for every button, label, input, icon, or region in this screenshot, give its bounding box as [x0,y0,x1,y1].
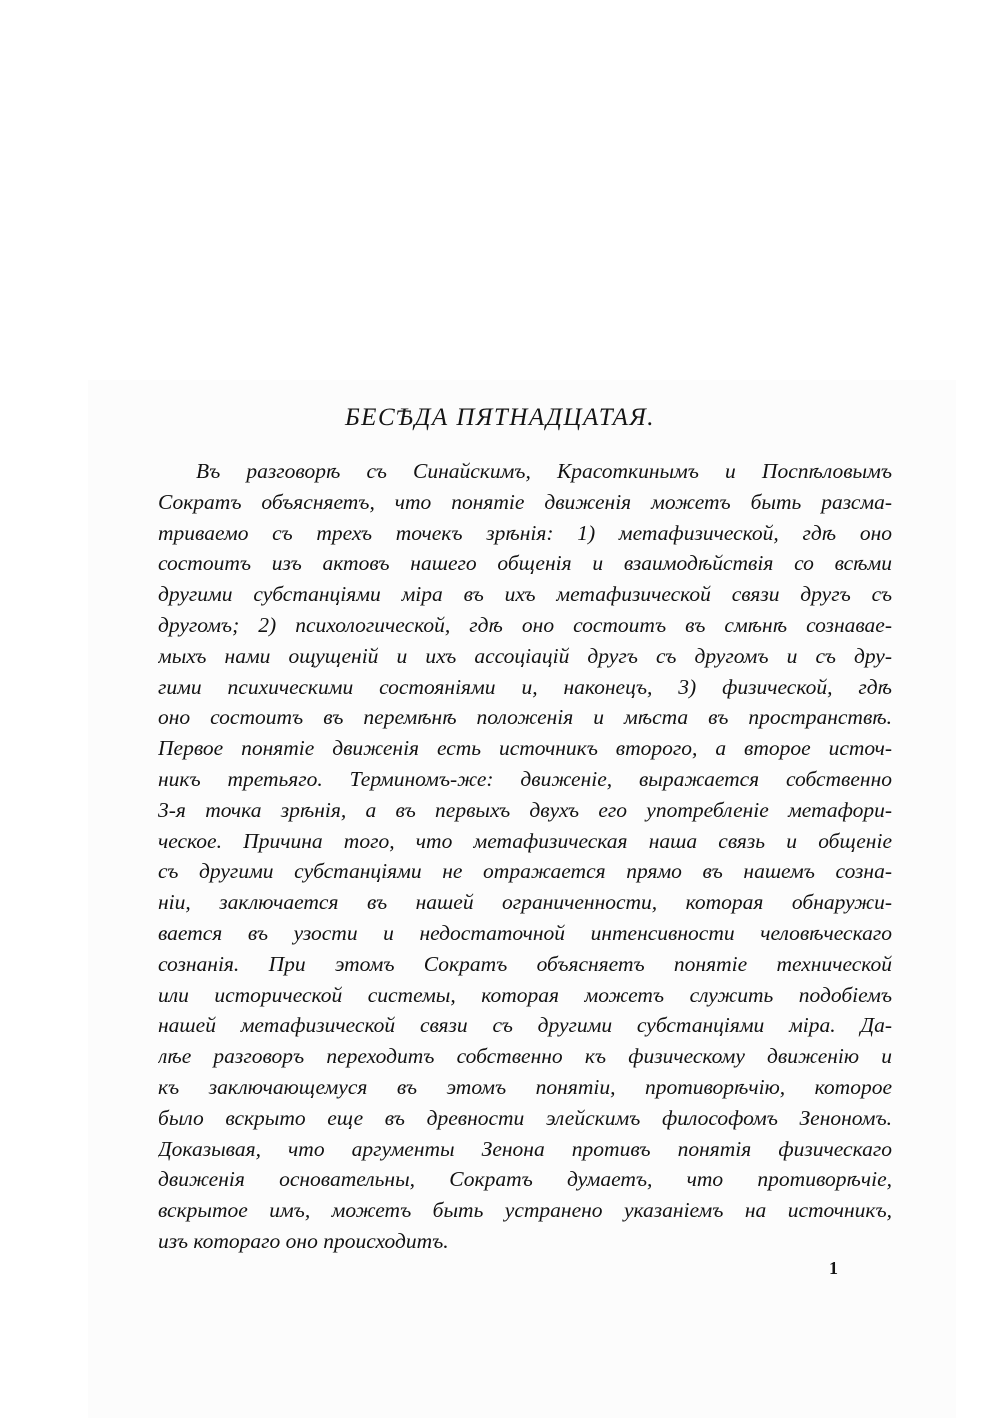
text-line: вскрытое имъ, можетъ быть устранено указаніемъ на источникъ, [158,1198,892,1223]
text-line: Первое понятіе движенія есть источникъ второго, а второе источ- [158,736,892,761]
text-line: сознанія. При этомъ Сократъ объясняетъ понятіе технической [158,951,892,976]
text-line: ческое. Причина того, что метафизическая наша связь и общеніе [158,828,892,853]
page-number: 1 [829,1258,838,1278]
text-line: другомъ; 2) психологической, гдѣ оно состоитъ въ смѣнѣ сознавае- [158,612,892,637]
text-line: нашей метафизической связи съ другими субстанціями міра. Да- [158,1013,892,1038]
text-line: состоитъ изъ актовъ нашего общенія и взаимодѣйствія со всѣми [158,551,892,576]
text-line: ніи, заключается въ нашей ограниченности, которая обнаружи- [158,890,892,915]
text-line: 3-я точка зрѣнія, а въ первыхъ двухъ его употребленіе метафори- [158,797,892,822]
text-line: Въ разговорѣ съ Синайскимъ, Красоткинымъ и Поспѣловымъ [196,459,892,483]
text-line: вается въ узости и недостаточной интенсивности человѣческаго [158,920,892,945]
text-line: гими психическими состояніями и, наконецъ, 3) физической, гдѣ [158,674,892,699]
text-line: Сократъ объясняетъ, что понятіе движенія можетъ быть разсма- [158,489,892,514]
text-line: или исторической системы, которая можетъ служить подобіемъ [158,982,892,1007]
text-line: движенія основательны, Сократъ думаетъ, что противорѣчіе, [158,1167,892,1192]
text-line: мыхъ нами ощущеній и ихъ ассоціацій другъ съ другомъ и съ дру- [158,643,892,668]
text-line: никъ третьяго. Терминомъ-же: движеніе, выражается собственно [158,766,892,791]
text-line: другими субстанціями міра въ ихъ метафизической связи другъ съ [158,582,892,607]
chapter-summary-paragraph [158,456,892,1257]
text-line: оно состоитъ въ перемѣнѣ положенія и мѣста въ пространствѣ. [158,705,892,730]
text-line: лѣе разговоръ переходитъ собственно къ физическому движенію и [158,1044,892,1069]
text-line: Доказывая, что аргументы Зенона противъ понятія физическаго [158,1136,892,1161]
text-line: триваемо съ трехъ точекъ зрѣнія: 1) метафизической, гдѣ оно [158,520,892,545]
text-line: изъ котораго оно происходитъ. [158,1228,449,1253]
text-line: съ другими субстанціями не отражается прямо въ нашемъ созна- [158,859,892,884]
text-line: было вскрыто еще въ древности элейскимъ философомъ Зенономъ. [158,1105,892,1130]
chapter-title: БЕСѢДА ПЯТНАДЦАТАЯ. [344,404,656,431]
text-line: къ заключающемуся въ этомъ понятіи, противорѣчію, которое [158,1074,892,1099]
